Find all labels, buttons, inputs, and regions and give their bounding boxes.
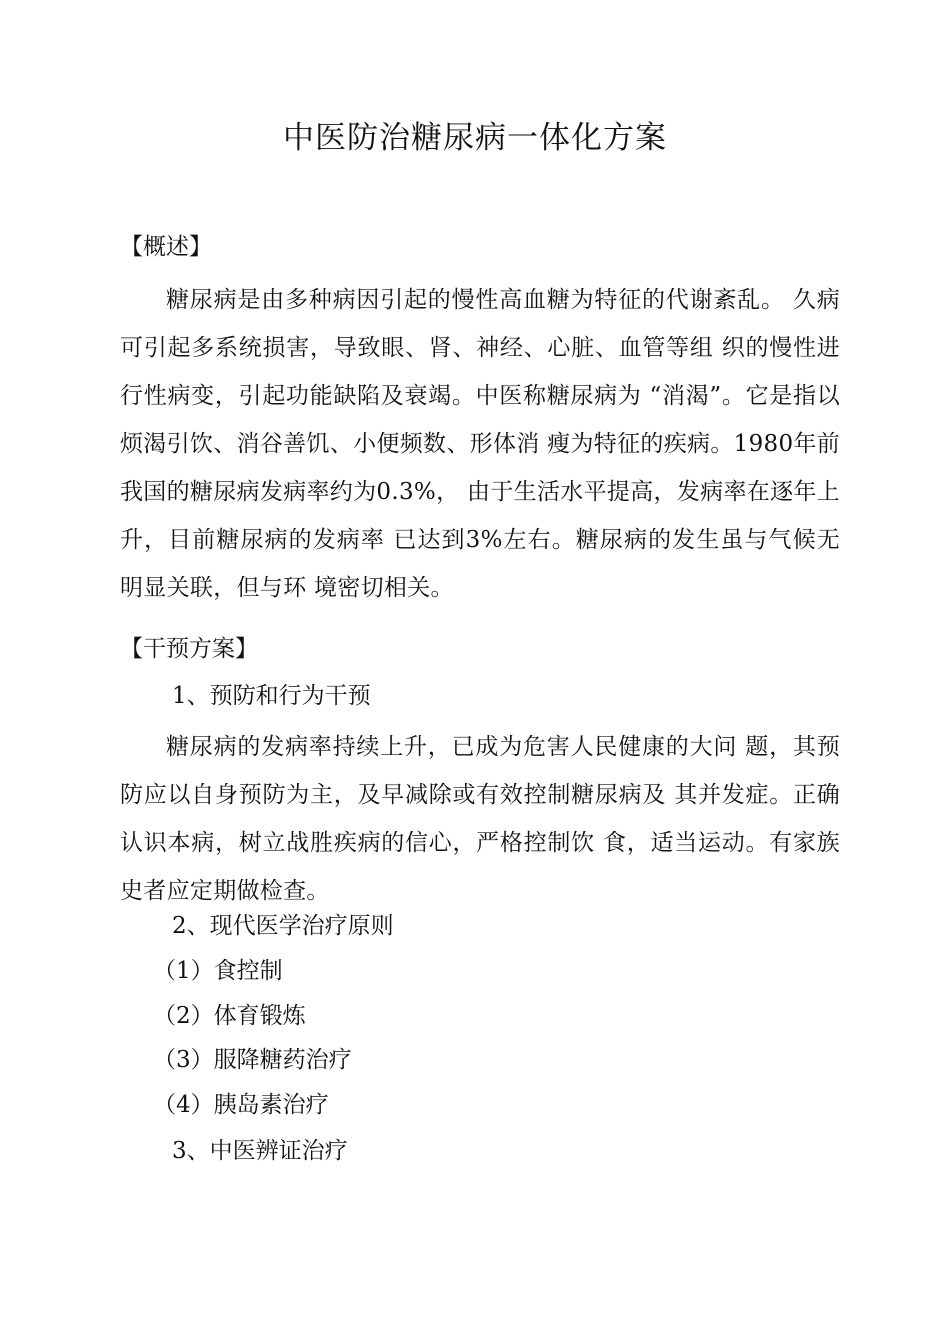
- section3-title: 3、中医辨证治疗: [172, 1138, 348, 1164]
- list-item: （2）体育锻炼: [153, 1003, 306, 1029]
- section1-paragraph: 糖尿病的发病率持续上升，已成为危害人民健康的大问 题，其预防应以自身预防为主，及早减除或有效控制糖尿病及 其并发症。正确认识本病，树立战胜疾病的信心，严格控制饮 食，适当运动。有家族史者应定期做检查。: [120, 734, 840, 904]
- section1-title: 1、预防和行为干预: [172, 683, 371, 709]
- section2-title: 2、现代医学治疗原则: [172, 913, 394, 939]
- list-item: （3）服降糖药治疗: [153, 1047, 352, 1073]
- list-item: （4）胰岛素治疗: [153, 1092, 329, 1118]
- overview-paragraph: 糖尿病是由多种病因引起的慢性高血糖为特征的代谢紊乱。 久病可引起多系统损害，导致眼、肾、神经、心脏、血管等组 织的慢性进行性病变，引起功能缺陷及衰竭。中医称糖尿病为 “消渴”。它是指以烦渴引饮、消谷善饥、小便频数、形体消 瘦为特征的疾病。1980年前我国的糖尿病发病率约为0.3%， 由于生活水平提高，发病率在逐年上升，目前糖尿病的发病率 已达到3%左右。糖尿病的发生虽与气候无明显关联，但与环 境密切相关。: [120, 287, 840, 601]
- document-title: 中医防治糖尿病一体化方案: [283, 120, 667, 156]
- overview-heading: 【概述】: [120, 234, 212, 260]
- list-item: （1）食控制: [153, 958, 283, 984]
- intervention-heading: 【干预方案】: [120, 636, 258, 662]
